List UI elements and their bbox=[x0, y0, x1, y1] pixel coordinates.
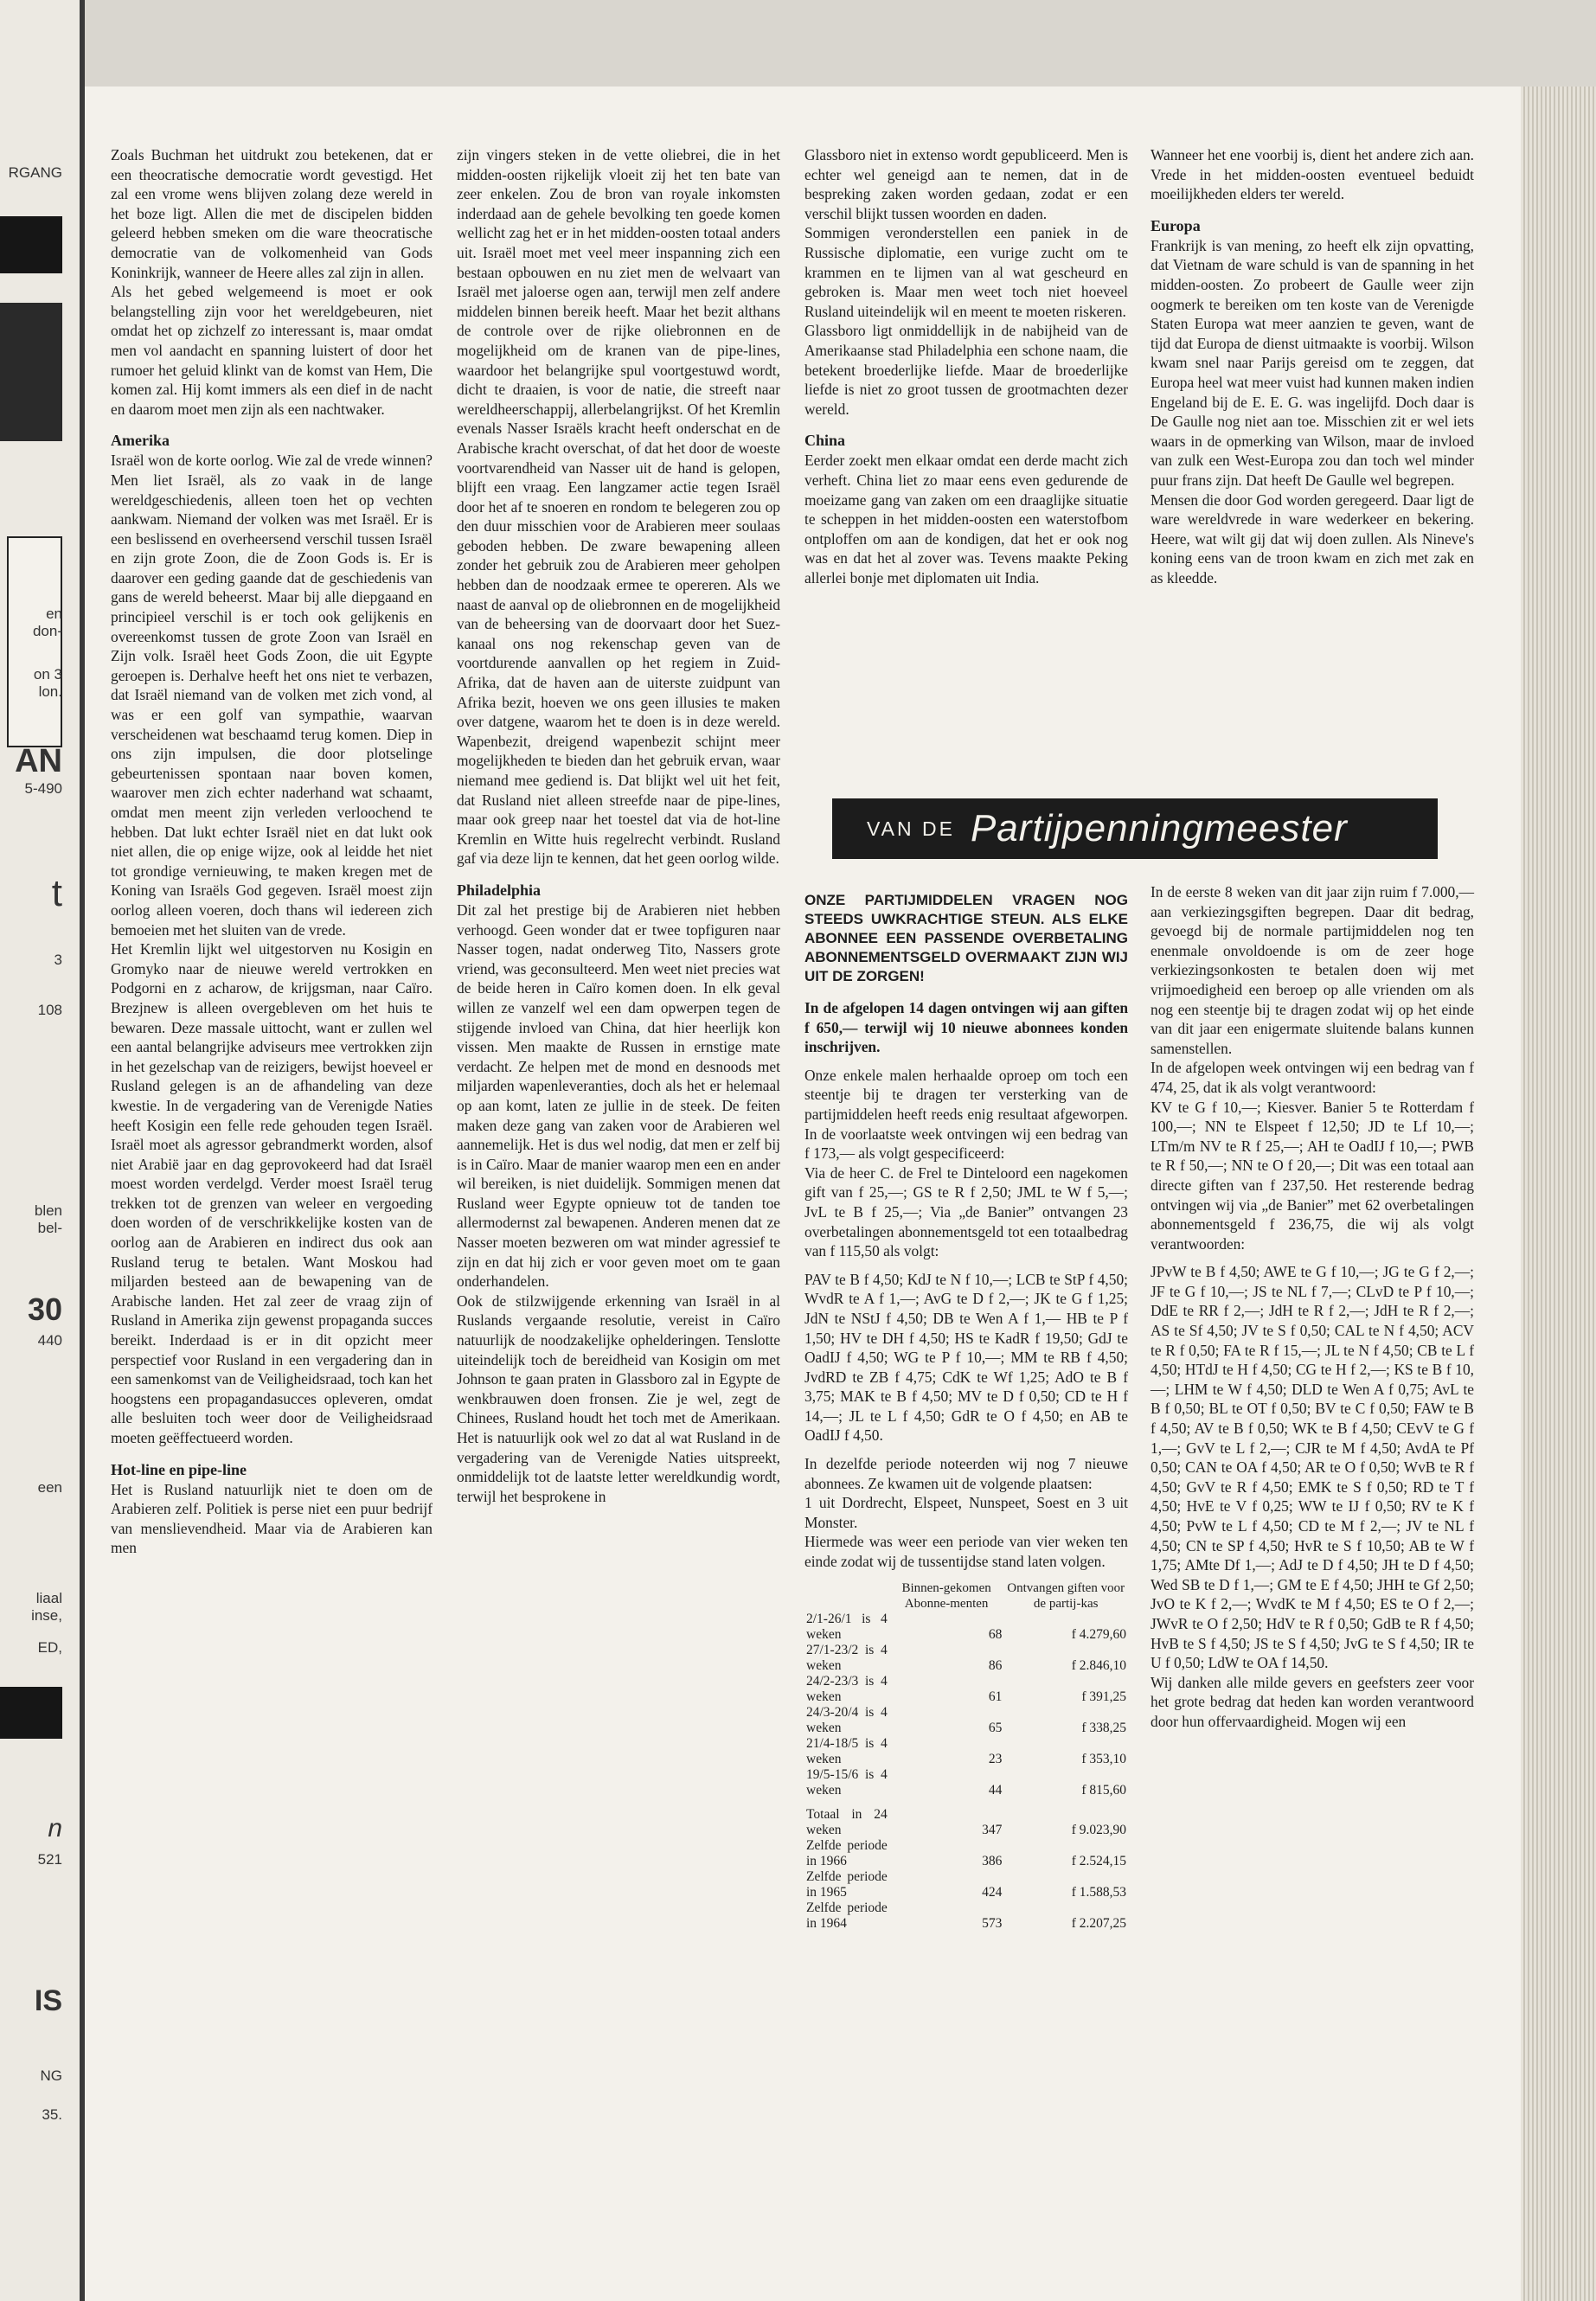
table-cell: 27/1-23/2 is 4 weken bbox=[806, 1642, 888, 1673]
paragraph: Het Kremlin lijkt wel uitgestorven nu Kosigin en Gromyko naar de nieuwe wereld vertrokken en Podgorni en z acharow, de krijgsman, naar Caïro. Brezjnew is alleen overgebleven om het huis te bewaren. Deze massale uittocht, want er zullen wel een aantal belangrijke adviseurs mee vertrokken zijn in het gezelschap van de reizigers, bewijst hoeveel er Rusland gelegen is an de afhandeling van deze kwestie. In de vergadering van de Verenigde Naties heeft Kosigin een felle rede gehouden tegen Israël. Israël moet als agressor gebrandmerkt worden, alsof niet Arabië jaar en dag geprovokeerd had dat Israël moest worden verdelgd. Verder moest Israël terug trekken tot de grenzen van weleer en vergoeding doen worden of de verschrikkelijke kosten van de oorlog aan de Arabieren en indirect dus ook aan Rusland terug te betalen. Want Moskou had miljarden besteed aan de bewapening van de Arabische landen. Het zal zeer de vraag zijn of Rusland in Amerika zijn gewenst propaganda succes bereikt. Inderdaad is er in dit opzicht meer perspectief voor Rusland in een vergadering dan in een samenkomst van de Veiligheidsraad, toch kan het hoogstens een propagandasucces opleveren, omdat alle besluiten toch weer door de Veiligheidsraad moeten geëffectueerd worden. bbox=[111, 940, 433, 1446]
table-cell: 386 bbox=[982, 1853, 1003, 1868]
paragraph: Ook de stilzwijgende erkenning van Israël in al Ruslands vergaande resolutie, vereist in Caïro natuurlijk de noodzakelijke ophelderingen. Tenslotte uiteindelijk toch de bereidheid van Kosigin om met Johnson te gaan praten in Glassboro zal in Egypte de wenkbrauwen doen fronsen. Zie je wel, zegt de Chinees, Rusland houdt het toch met de Amerikaan. Het is natuurlijk ook wel zo dat al wat Rusland in de vergadering van de Verenigde Naties uitspreekt, onmiddelijk tot de laatste letter wereldkundig wordt, terwijl het besprokene in bbox=[457, 1292, 780, 1505]
section-heading: Europa bbox=[1151, 216, 1201, 234]
spine-fragment: 35. bbox=[42, 2106, 62, 2123]
table-row bbox=[804, 1900, 1128, 1932]
spine-fragment: blen bbox=[34, 1202, 62, 1219]
banner-prefix: VAN DE bbox=[867, 817, 955, 840]
spine-fragment: 108 bbox=[37, 1002, 62, 1018]
table-row bbox=[804, 1798, 1128, 1838]
table-row bbox=[804, 1705, 1128, 1736]
spine-fragment: 521 bbox=[37, 1851, 62, 1868]
table-cell: Zelfde periode in 1964 bbox=[806, 1900, 888, 1931]
spine-black-block bbox=[0, 216, 62, 273]
table-cell: 24/2-23/3 is 4 weken bbox=[806, 1673, 888, 1704]
table-header: Ontvangen giften voor de partij-kas bbox=[1007, 1580, 1125, 1611]
paragraph: Wij danken alle milde gevers en geefsters zeer voor het grote bedrag dat heden kan worden verantwoord door hun offervaardigheid. Mogen wij een bbox=[1151, 1673, 1474, 1730]
table-cell: f 9.023,90 bbox=[1071, 1822, 1126, 1837]
spine-stamp bbox=[0, 303, 62, 441]
spine-fragment: 3 bbox=[54, 952, 62, 968]
treasurer-column-right bbox=[1151, 882, 1474, 1732]
table-cell: Zelfde periode in 1966 bbox=[806, 1837, 888, 1868]
paragraph: Glassboro ligt onmiddellijk in de nabijheid van de Amerikaanse stad Philadelphia een schone naam, die betekent broederlijke liefde. Maar de broederlijke liefde is niet zo groot tussen de grootmachten dezer wereld. bbox=[804, 322, 1128, 418]
table-cell: f 2.207,25 bbox=[1071, 1915, 1126, 1931]
binding-spine bbox=[0, 0, 85, 2301]
table-cell: 21/4-18/5 is 4 weken bbox=[806, 1735, 888, 1766]
column-2 bbox=[457, 145, 780, 1506]
donation-list: PAV te B f 4,50; KdJ te N f 10,—; LCB te StP f 4,50; WvdR te A f 1,—; AvG te D f 2,—; JK te G f 1,25; JdN te NStJ f 4,50; DB te Wen A f 1,— HB te P f 1,50; HV te DH f 4,50; HS te KadR f 19,50; GdJ te OadIJ f 4,50; WG te P f 10,—; MM te RB f 4,50; JvdRD te ZB f 4,75; CdK te Wf 1,25; AdO te B f 3,75; MAK te B f 4,50; MV te D f 0,50; CD te H f 14,—; JL te L f 4,50; GdR te O f 4,50; en AB te OadIJ f 4,50. bbox=[804, 1270, 1128, 1445]
paragraph: Het is Rusland natuurlijk niet te doen om de Arabieren zelf. Politiek is perse niet een puur bedrijf van menslievendheid. Maar via de Arabieren kan men bbox=[111, 1480, 433, 1557]
table-cell: 61 bbox=[988, 1689, 1003, 1704]
table-cell: 24/3-20/4 is 4 weken bbox=[806, 1704, 888, 1735]
paragraph: In de afgelopen week ontvingen wij een bedrag van f 474, 25, dat ik als volgt verantwoord: bbox=[1151, 1059, 1474, 1096]
spine-fragment: t bbox=[51, 872, 62, 914]
paragraph: Als het gebed welgemeend is moet er ook belangstelling zijn voor het wereldgebeuren, niet omdat het op zichzelf zo interessant is, maar omdat men vol aandacht en spanning luistert of door het rumoer het geluid klinkt van de komst van Hem, Die komen zal. Hij komt immers als een dief in de nacht en daarom moet men zijn als een nachtwaker. bbox=[111, 283, 433, 418]
spine-fragment: NG bbox=[40, 2067, 62, 2084]
table-cell: 68 bbox=[988, 1626, 1003, 1642]
table-cell: f 353,10 bbox=[1081, 1751, 1126, 1766]
spine-frame bbox=[7, 536, 62, 747]
table-row bbox=[804, 1869, 1128, 1900]
table-row bbox=[804, 1838, 1128, 1869]
table-cell: 65 bbox=[988, 1720, 1003, 1735]
appeal-summary: In de afgelopen 14 dagen ontvingen wij aan giften f 650,— terwijl wij 10 nieuwe abonnees konden inschrijven. bbox=[804, 999, 1128, 1056]
table-cell: 44 bbox=[988, 1782, 1003, 1798]
section-heading: China bbox=[804, 432, 846, 450]
table-header bbox=[804, 1580, 889, 1612]
paragraph: Dit zal het prestige bij de Arabieren niet hebben verhoogd. Geen wonder dat er twee topfiguren naar Nasser togen, nadat onderweg Tito, Nassers grote vriend, was geconsulteerd. Men weet niet precies wat de beide heren in Caïro komen doen. In elk geval willen ze vanzelf wel een dam opwerpen tegen de stijgende invloed van China, dat hier heerlijk kon vissen. Men maakte de Russen in ernstige mate verdacht. Ze helpen met de mond en desnoods met miljarden wapenleveranties, doch als het er helemaal op aan komt, laten ze jullie in de steek. De feiten maken deze gang van zaken voor de Arabieren wel aannemelijk. Het is dus wel nodig, dat men er zelf bij is in Caïro. Maar de manier waarop men een en ander wil bereiken, is niet duidelijk. Sommigen menen dat Rusland weer Egypte opnieuw tot de tanden toe allermodernst zal bewapenen. Anderen menen dat ze Nasser moeten bezweren om wat minder agressief te zijn en dat hij zich er voor geven moet om te gaan onderhandelen. bbox=[457, 901, 780, 1291]
paragraph: In dezelfde periode noteerden wij nog 7 nieuwe abonnees. Ze kwamen uit de volgende plaatsen: bbox=[804, 1455, 1128, 1492]
section-heading: Amerika bbox=[111, 432, 170, 450]
table-cell: 573 bbox=[982, 1915, 1003, 1931]
table-cell: f 2.524,15 bbox=[1071, 1853, 1126, 1868]
spine-fragment: liaal bbox=[35, 1590, 62, 1606]
table-row bbox=[804, 1643, 1128, 1674]
table-header: Binnen-gekomen Abonne-menten bbox=[901, 1580, 991, 1611]
table-cell: f 815,60 bbox=[1081, 1782, 1126, 1798]
section-banner bbox=[832, 798, 1438, 859]
table-row bbox=[804, 1612, 1128, 1643]
paragraph: Glassboro niet in extenso wordt gepubliceerd. Men is echter wel geneigd aan te nemen, dat in de bespreking zaken worden gedaan, zodat er een verschil blijkt tussen woorden en daden. bbox=[804, 146, 1128, 222]
paragraph: Mensen die door God worden geregeerd. Daar ligt de ware wereldvrede in ware wederkeer en bekering. Heere, wat wilt gij dat wij doen zullen. Als Nineve's koning eens van de troon kwam en zich met zak en as kleedde. bbox=[1151, 490, 1474, 586]
spine-fragment: AN bbox=[15, 743, 62, 779]
column-3 bbox=[804, 145, 1128, 587]
section-heading: Hot-line en pipe-line bbox=[111, 1460, 247, 1478]
spine-fragment: 440 bbox=[37, 1332, 62, 1349]
spine-fragment: on 3 bbox=[33, 666, 62, 683]
spine-fragment: bel- bbox=[37, 1220, 62, 1236]
table-cell: 23 bbox=[988, 1751, 1003, 1766]
column-1 bbox=[111, 145, 433, 1558]
treasurer-column-left bbox=[804, 882, 1128, 1932]
spine-fragment: RGANG bbox=[8, 164, 62, 181]
paragraph: Israël won de korte oorlog. Wie zal de vrede winnen? Men liet Israël, als zo vaak in de lange wereldgeschiedenis, alleen toen het op vechten aankwam. Niemand der volken was met Israël. Er is een beslissend en overheersend verschil tussen Israël en zijn grote Zoon, die de Zoon Gods is. Er is daarover een geding gaande dat de geschiedenis van gans de wereld beheerst. Maar bij alle diepgaand en principieel verschil is er toch ook gelijkenis en overeenkomst tussen de grote Zoon van Israël en Zijn volk. Israël heet Gods Zoon, die uit Egypte geroepen is. Derhalve heeft het ons niet te verbazen, dat Israël niemand van de volken met zich vond, al was er een golf van sympathie, waarvan verscheidenen wat beschaamd terug komen. Diep in ons zijn impulsen, die door plotselinge gebeurtenissen spontaan naar boven komen, waarover men zich echter naderhand wat schaamt, omdat men meent zijn verleden verloochend te hebben. Dat lukt echter Israël niet en dat lukt ook niet allen, die op enige wijze, ook al leidde het niet tot grondige vernieuwing, te maken kregen met de Koning van Israëls God gegeven. Israël moest zijn oorlog alleen voeren, doch thans wil iedereen zich bemoeien met het sluiten van de vrede. bbox=[111, 452, 433, 939]
table-cell: f 1.588,53 bbox=[1071, 1884, 1126, 1900]
paragraph: Wanneer het ene voorbij is, dient het andere zich aan. Vrede in het midden-oosten eventueel beduidt moeilijkheden elders ter wereld. bbox=[1151, 146, 1474, 203]
paragraph: zijn vingers steken in de vette oliebrei, die in het midden-oosten rijkelijk vloeit zij het ten bate van zeer enkelen. Zou de bron van royale inkomsten inderdaad aan de gehele bevolking ten goede komen wellicht zag het er in het midden-oosten totaal anders uit. Israël moet met veel meer inspanning zich een bestaan opbouwen en nu ziet men de welvaart van Israël met jaloerse ogen aan, terwijl men zelf andere middelen binnen bereik heeft. Maar het bezit althans de controle over de rijke oliebronnen en de mogelijkheid om de kranen van de pipe-lines, waardoor het belangrijke spul voortgestuwd wordt, dicht te draaien, is voor de natie, die streeft naar wereldheerschappij, allerbelangrijkst. Of het Kremlin evenals Nasser Israëls kracht heeft onderschat en de Arabische kracht overschat, of dat het door de woeste voortvarendheid van Nasser uit de hand is gelopen, blijft een vraag. Een langzamer actie tegen Israël door het af te snoeren en rondom te belegeren zou op den duur misschien voor de Arabieren meer soulaas geboden hebben. De zware bewapening alleen zonder het gebruik zou de Arabieren meer geholpen hebben dan de noodzaak ermee te opereren. Als we naast de aanval op de oliebronnen en de mogelijkheid van de beheersing van de doorvaart door het Suez-kanaal ons nog rekenschap geven van de voortdurende aanvallen op het regiem in Zuid-Afrika, dat de haven aan de uiterste zuidpunt van Afrika bezit, hoeven we ons geen illusies te maken over datgene, waarom het te doen is in deze wereld. Wapenbezit, dreigend wapenbezit schijnt meer mogelijkheden te bieden dan het gebruik ervan, waar niemand mee gediend is. Dat blijkt wel uit het feit, dat Rusland niet alleen streefde naar de pipe-lines, maar ook greep naar het toestel dat via de hot-line Kremlin en Witte huis regelrecht verbindt. Rusland gaf via deze lijn te kennen, dat het geen oorlog wilde. bbox=[457, 146, 780, 868]
spine-fragment: 30 bbox=[27, 1292, 62, 1327]
table-cell: f 2.846,10 bbox=[1071, 1657, 1126, 1673]
paragraph: Via de heer C. de Frel te Dinteloord een nagekomen gift van f 25,—; GS te R f 2,50; JML te W f 5,—; JvL te B f 25,—; Via „de Banier” ontvangen 23 overbetalingen abonnementsgeld tot een totaalbedrag van f 115,50 als volgt: bbox=[804, 1163, 1128, 1260]
banner-title: Partijpenningmeester bbox=[970, 807, 1348, 849]
donation-list: JPvW te B f 4,50; AWE te G f 10,—; JG te G f 2,—; JF te G f 10,—; JS te NL f 7,—; CLvD te P f 10,—; DdE te RR f 2,—; JdH te R f 2,—; JdH te R f 2,—; AS te Sf 4,50; JV te S f 0,50; CAL te N f 4,50; ACV te R f 0,50; FA te R f 15,—; JL te N f 4,50; CB te L f 4,50; HTdJ te H f 4,50; CG te H f 2,—; KS te B f 10,—; LHM te W f 4,50; DLD te Wen A f 0,75; AvL te B f 0,50; BL te OT f 0,50; BV te C f 0,50; FAW te B f 4,50; AV te B f 0,50; WK te B f 4,50; CEvV te G f 1,—; GvV te L f 2,—; CJR te M f 4,50; AvdA te Pf 0,50; CAN te OA f 4,50; AR te O f 0,50; WvB te R f 4,50; GvV te R f 4,50; EMK te S f 0,50; RD te T f 4,50; HvE te V f 0,25; WW te IJ f 0,50; RV te K f 4,50; PvW te L f 4,50; CD te M f 2,—; JV te NL f 4,50; CN te SP f 4,50; HvR te S f 10,50; AB te W f 1,75; AMte Df 1,—; AdJ te D f 4,50; JH te D f 4,50; Wed SB te D f 1,—; GM te E f 4,50; JHH te Gf 2,50; JvO te K f 2,—; WvdK te M f 4,50; ES te O f 2,—; JWvR te O f 2,50; HdV te R f 0,50; GdB te R f 4,50; HvB te S f 4,50; JS te S f 4,50; JvG te S f 4,50; IR te U f 0,50; LdW te OA f 14,50. bbox=[1151, 1263, 1474, 1672]
spine-fragment: inse, bbox=[31, 1607, 62, 1624]
paragraph: Zoals Buchman het uitdrukt zou betekenen, dat er een theocratische democratie wordt gevestigd. Het zal een vrome wens blijven zolang deze wereld in het boze ligt. Allen die met de discipelen bidden geleerd hebben smeken om die ware theocratische democratie van de volkomenheid van Gods Koninkrijk, wanneer de Heere alles zal zijn in allen. bbox=[111, 146, 433, 281]
table-cell: 2/1-26/1 is 4 weken bbox=[806, 1611, 888, 1642]
table-row bbox=[804, 1767, 1128, 1798]
spine-fragment: en bbox=[46, 606, 62, 622]
paragraph: 1 uit Dordrecht, Elspeet, Nunspeet, Soest en 3 uit Monster. bbox=[804, 1494, 1128, 1531]
table-cell: 86 bbox=[988, 1657, 1003, 1673]
spine-fragment: ED, bbox=[37, 1639, 62, 1656]
column-4 bbox=[1151, 145, 1474, 587]
spine-fragment: lon. bbox=[38, 683, 62, 700]
table-cell: f 4.279,60 bbox=[1071, 1626, 1126, 1642]
table-row bbox=[804, 1674, 1128, 1705]
paragraph: Sommigen veronderstellen een paniek in de Russische diplomatie, een vurige zucht om te krammen en te lijmen van al wat gescheurd en gebroken is. Maar men weet toch niet hoeveel Rusland uiteindelijk wil en meent te moeten riskeren. bbox=[804, 224, 1128, 320]
spine-black-block bbox=[0, 1687, 62, 1739]
donation-list: KV te G f 10,—; Kiesver. Banier 5 te Rotterdam f 100,—; NN te Elspeet f 12,50; JD te Lf 10,—; LTm/m NV te R f 25,—; AH te OadIJ f 10,—; PWB te R f 50,—; NN te O f 20,—; Dit was een totaal aan directe giften van f 237,50. Het resterende bedrag ontvingen wij via „de Banier” met 62 overbetalingen abonnementsgeld f 236,75, die wij als volgt verantwoorden: bbox=[1151, 1098, 1474, 1253]
table-row bbox=[804, 1736, 1128, 1767]
standings-table bbox=[804, 1580, 1128, 1932]
spine-fragment: don- bbox=[32, 623, 62, 639]
page-edges bbox=[1521, 87, 1596, 2301]
table-cell: Zelfde periode in 1965 bbox=[806, 1868, 888, 1900]
paragraph: Hiermede was weer een periode van vier weken ten einde zodat wij de tussentijdse stand laten volgen. bbox=[804, 1533, 1128, 1571]
spine-fragment: 5-490 bbox=[24, 780, 62, 797]
section-heading: Philadelphia bbox=[457, 881, 542, 899]
spine-fragment: een bbox=[37, 1479, 62, 1496]
table-cell: f 338,25 bbox=[1081, 1720, 1126, 1735]
paragraph: Frankrijk is van mening, zo heeft elk zijn opvatting, dat Vietnam de ware schuld is van de spanning in het midden-oosten. Zo probeert de Gaulle weer zijn oogmerk te bereiken om ten koste van de Verenigde Staten Europa wat meer aanzien te geven, want de tijd dat Europa de dienst uitmaakte is voorbij. Wilson kwam snel naar Parijs gereisd om te zeggen, dat Europa heel wat meer vuist had kunnen maken indien Engeland bij de E. E. G. was ingelijfd. Doch daar is De Gaulle nog niet aan toe. Misschien zit er wel iets waars in de opmerking van Wilson, maar de invloed van zulk een West-Europa zou dan toch wel minder puur frans zijn. Dat heeft De Gaulle wel begrepen. bbox=[1151, 236, 1474, 489]
table-cell: Totaal in 24 weken bbox=[806, 1806, 888, 1837]
paragraph: In de eerste 8 weken van dit jaar zijn ruim f 7.000,— aan verkiezingsgiften begrepen. Daar dit bedrag, gevoegd bij de normale partijmiddelen nog ten enenmale onvoldoende is om de zeer hoge verkiezingsonkosten te betalen doen wij met vrijmoedigheid een beroep op alle vrienden om als nog een steentje bij te dragen zodat wij op het einde van dit jaar een enigermate sluitende balans kunnen samenstellen. bbox=[1151, 883, 1474, 1057]
table-cell: 424 bbox=[982, 1884, 1003, 1900]
appeal-heading: ONZE PARTIJMIDDELEN VRAGEN NOG STEEDS UWKRACHTIGE STEUN. ALS ELKE ABONNEE EEN PASSENDE OVERBETALING ABONNEMENTSGELD OVERMAAKT ZIJN WIJ UIT DE ZORGEN! bbox=[804, 892, 1128, 984]
table-cell: 19/5-15/6 is 4 weken bbox=[806, 1766, 888, 1798]
paragraph: Eerder zoekt men elkaar omdat een derde macht zich verheft. China liet zo maar eens even gedurende de moeizame gang van zaken om een draaglijke situatie te scheppen in het midden-oosten een waterstofbom ontploffen om aan de kondigen, dat het er ook nog was en dat het al zover was. Tevens maakte Peking allerlei bonje met diplomaten uit India. bbox=[804, 452, 1128, 586]
table-cell: f 391,25 bbox=[1081, 1689, 1126, 1704]
spine-fragment: n bbox=[48, 1814, 62, 1843]
table-cell: 347 bbox=[982, 1822, 1003, 1837]
spine-fragment: IS bbox=[34, 1984, 62, 2017]
paragraph: Onze enkele malen herhaalde oproep om toch een steentje bij te dragen ter versterking van de partijmiddelen heeft reeds enig resultaat afgeworpen. In de voorlaatste week ontvingen wij een bedrag van f 173,— als volgt gespecificeerd: bbox=[804, 1066, 1128, 1163]
